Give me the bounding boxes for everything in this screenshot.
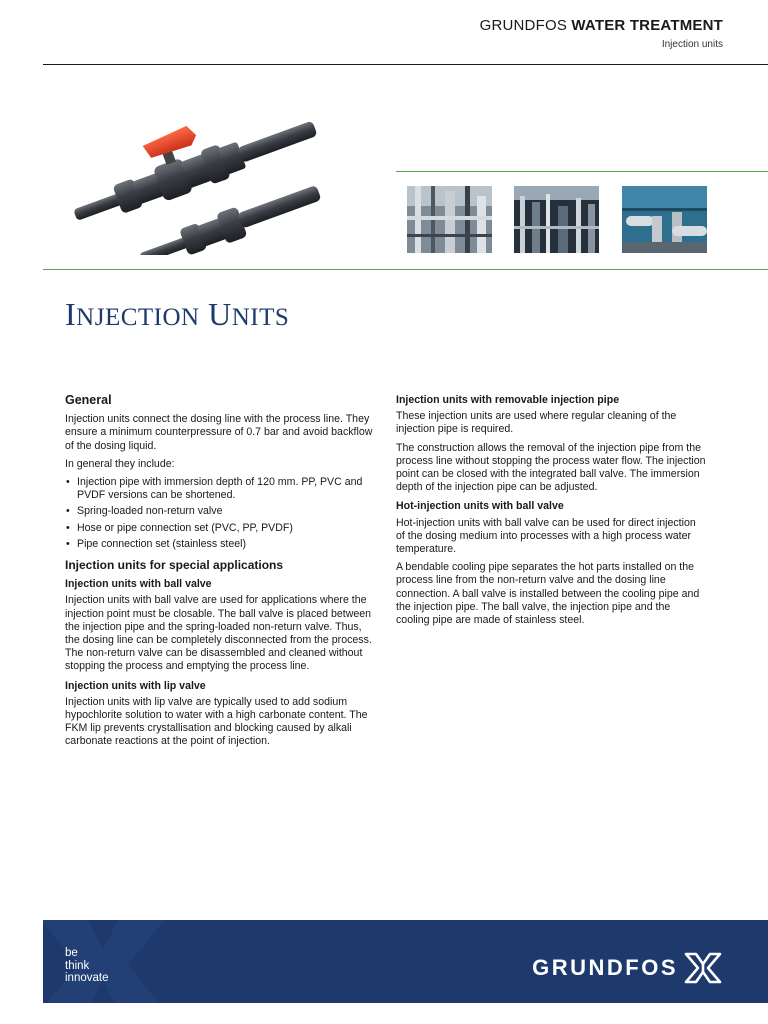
ball-valve-heading: Injection units with ball valve <box>65 578 212 591</box>
removable-pipe-paragraph-1: These injection units are used where regular cleaning of the injection pipe is required. <box>396 410 677 436</box>
page-title <box>65 296 289 333</box>
header-subtitle: Injection units <box>661 39 723 50</box>
green-rule-top <box>396 171 768 172</box>
title-word-2: NITS <box>231 304 290 331</box>
title-initial-1: I <box>65 296 77 332</box>
green-rule-bottom <box>43 269 768 270</box>
header-divider <box>43 64 768 65</box>
ball-valve-text: Injection units with ball valve are used for applications where the injection point must be closable. The ball valve is placed between the injection pipe and the spring-loaded non-return valve. Thus, the dosing line can be completely disconnected from the process. The non-return valve can be disassembled and cleaned without stopping the process and emptying the process line. <box>65 594 372 673</box>
general-paragraph-1: Injection units connect the dosing line with the process line. They ensure a minimum counterpressure of 0.7 bar and avoid backflow of the dosing liquid. <box>65 413 373 452</box>
slogan-line-2: think <box>65 959 90 972</box>
list-item: • Pipe connection set (stainless steel) <box>65 538 375 551</box>
left-column <box>65 394 375 754</box>
general-heading: General <box>65 393 112 407</box>
special-applications-heading: Injection units for special applications <box>65 558 284 573</box>
brand-regular: GRUNDFOS <box>479 17 568 34</box>
list-item: • Hose or pipe connection set (PVC, PP, PVDF) <box>65 522 375 535</box>
header-brand <box>480 17 723 34</box>
logo-wordmark: GRUNDFOS <box>532 955 678 980</box>
removable-pipe-paragraph-2: The construction allows the removal of the injection pipe from the process line without stopping the process water flow. The injection point can be closed with the integrated ball valve. The immersion depth of the injection pipe can be adjusted. <box>396 441 706 494</box>
title-initial-2: U <box>208 296 232 332</box>
grundfos-logo <box>532 952 722 984</box>
list-item: • Spring-loaded non-return valve <box>65 505 375 518</box>
general-paragraph-2: In general they include: <box>65 457 175 470</box>
plant-photo-2 <box>514 186 599 253</box>
slogan <box>65 947 108 985</box>
right-column <box>396 394 706 632</box>
lip-valve-heading: Injection units with lip valve <box>65 679 206 692</box>
footer-band <box>43 920 768 1003</box>
list-item: • Injection pipe with immersion depth of 120 mm. PP, PVC and PVDF versions can be shortened. <box>65 476 375 502</box>
plant-photo-1 <box>407 186 492 253</box>
title-word-1: NJECTION <box>76 304 200 331</box>
slogan-line-3: innovate <box>65 972 109 984</box>
injection-unit-illustration <box>60 95 330 255</box>
hot-injection-paragraph-2: A bendable cooling pipe separates the hot parts installed on the process line from the non-return valve and the dosing line connection. A ball valve is installed between the cooling pipe and the injection pipe. The ball valve, the injection pipe and the cooling pipe are made of stainless steel. <box>396 561 700 627</box>
plant-photo-3 <box>622 186 707 253</box>
hot-injection-heading: Hot-injection units with ball valve <box>396 500 564 513</box>
grundfos-x-logo-icon <box>684 952 722 984</box>
feature-list <box>65 476 375 551</box>
slogan-line-1: be <box>65 947 78 959</box>
hot-injection-paragraph-1: Hot-injection units with ball valve can be used for direct injection of the dosing medium into processes with a high process water temperature. <box>396 516 696 556</box>
removable-pipe-heading: Injection units with removable injection pipe <box>396 394 620 406</box>
brand-bold: WATER TREATMENT <box>571 17 723 34</box>
lip-valve-text: Injection units with lip valve are typically used to add sodium hypochlorite solution to water with a high carbonate content. The FKM lip prevents crystallisation and blocking caused by alkali carbonate reactions at the point of injection. <box>65 695 368 748</box>
